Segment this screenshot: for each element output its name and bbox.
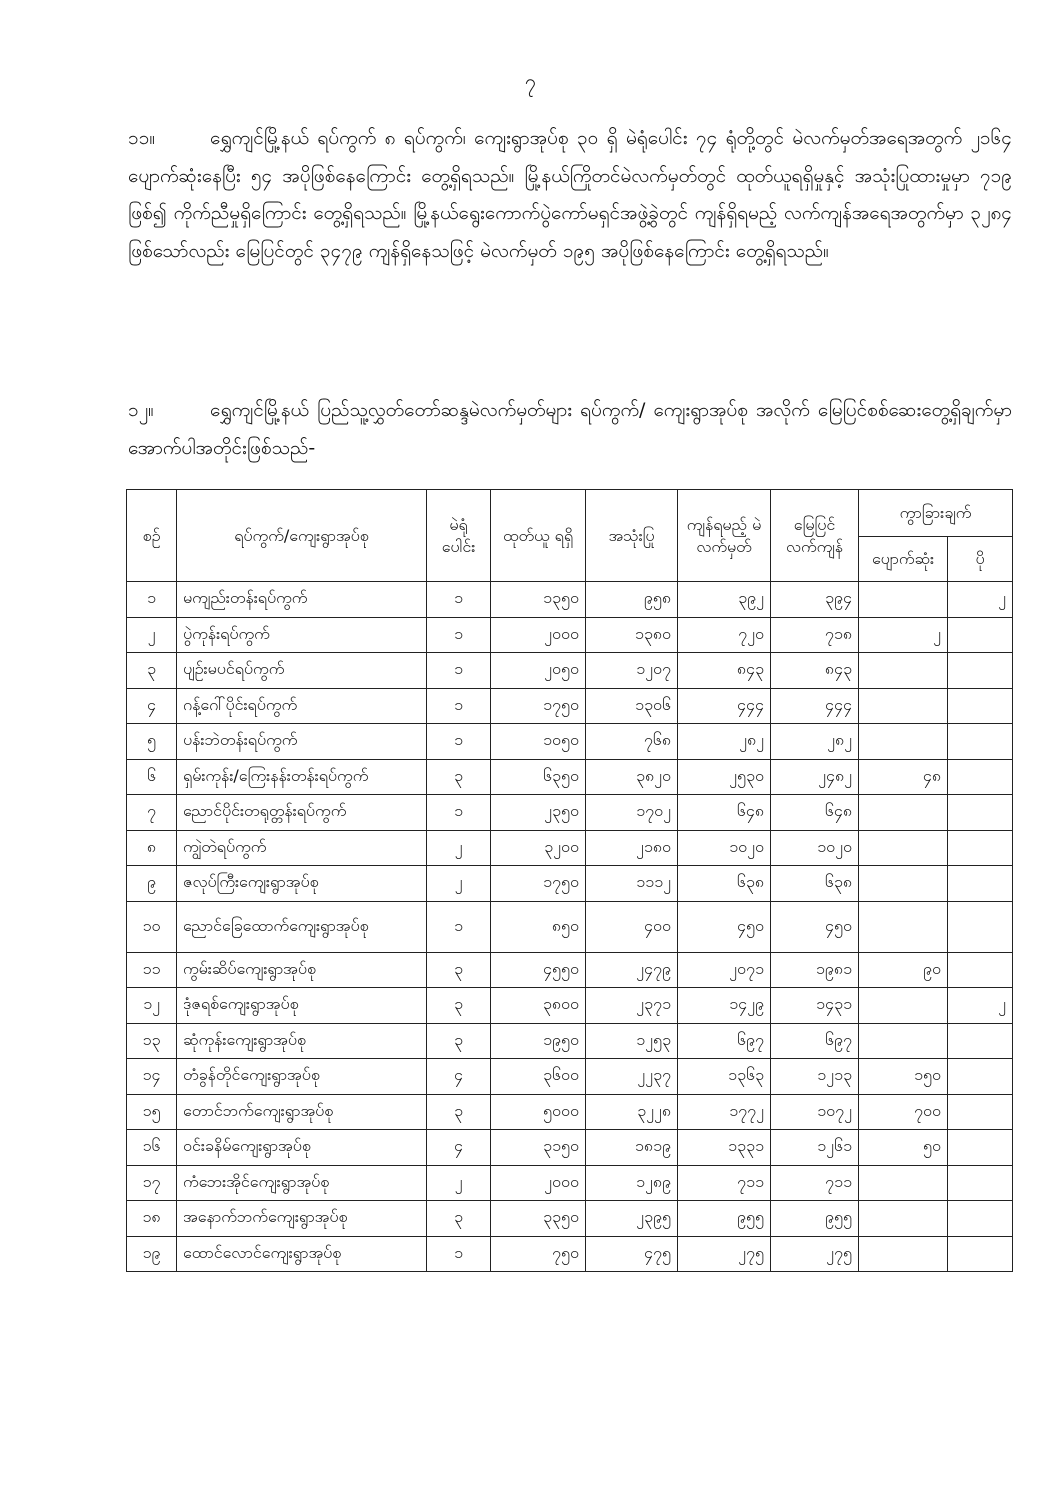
cell-received: ၈၅၀ bbox=[491, 901, 586, 952]
cell-should-remain: ၁၃၃၁ bbox=[678, 1130, 771, 1166]
cell-no: ၇ bbox=[127, 795, 177, 831]
cell-extra bbox=[948, 1094, 1013, 1130]
cell-should-remain: ၂၈၂ bbox=[678, 724, 771, 760]
cell-received: ၆၃၅၀ bbox=[491, 759, 586, 795]
cell-should-remain: ၈၄၃ bbox=[678, 653, 771, 689]
cell-on-ground: ၆၄၈ bbox=[771, 795, 859, 831]
cell-ward: တံခွန်တိုင်ကျေးရွာအုပ်စု bbox=[177, 1059, 427, 1095]
cell-received: ၂၀၀၀ bbox=[491, 1165, 586, 1201]
cell-ward: ပျဉ်းမပင်ရပ်ကွက် bbox=[177, 653, 427, 689]
table-row bbox=[127, 1236, 1013, 1272]
cell-used: ၃၂၂၈ bbox=[586, 1094, 678, 1130]
cell-extra: ၂ bbox=[948, 988, 1013, 1024]
cell-on-ground: ၇၁၈ bbox=[771, 617, 859, 653]
table-row bbox=[127, 1165, 1013, 1201]
cell-missing bbox=[859, 795, 948, 831]
header-ward: ရပ်ကွက်/ကျေးရွာအုပ်စု bbox=[177, 490, 427, 582]
cell-should-remain: ၁၀၂၀ bbox=[678, 830, 771, 866]
cell-on-ground: ၂၇၅ bbox=[771, 1236, 859, 1272]
cell-used: ၁၇၀၂ bbox=[586, 795, 678, 831]
cell-should-remain: ၄၄၄ bbox=[678, 688, 771, 724]
table-row bbox=[127, 1130, 1013, 1166]
cell-extra bbox=[948, 866, 1013, 902]
cell-used: ၁၃၈၀ bbox=[586, 617, 678, 653]
cell-used: ၉၅၈ bbox=[586, 582, 678, 618]
cell-on-ground: ၁၀၂၀ bbox=[771, 830, 859, 866]
cell-missing bbox=[859, 830, 948, 866]
cell-used: ၁၂၈၉ bbox=[586, 1165, 678, 1201]
cell-used: ၁၈၁၉ bbox=[586, 1130, 678, 1166]
cell-extra bbox=[948, 1165, 1013, 1201]
table-row bbox=[127, 724, 1013, 760]
paragraph-number: ၁၂။ bbox=[128, 399, 154, 421]
cell-missing bbox=[859, 1236, 948, 1272]
cell-stations: ၄ bbox=[427, 1059, 491, 1095]
cell-stations: ၃ bbox=[427, 1023, 491, 1059]
cell-stations: ၁ bbox=[427, 724, 491, 760]
cell-missing: ၅၀ bbox=[859, 1130, 948, 1166]
cell-on-ground: ၂၄၈၂ bbox=[771, 759, 859, 795]
table-row bbox=[127, 901, 1013, 952]
cell-on-ground: ၉၅၅ bbox=[771, 1201, 859, 1237]
cell-stations: ၃ bbox=[427, 759, 491, 795]
cell-missing: ၉၀ bbox=[859, 952, 948, 988]
cell-missing: ၁၅၀ bbox=[859, 1059, 948, 1095]
cell-received: ၂၀၀၀ bbox=[491, 617, 586, 653]
cell-should-remain: ၂၅၃၀ bbox=[678, 759, 771, 795]
cell-received: ၇၅၀ bbox=[491, 1236, 586, 1272]
cell-on-ground: ၁၄၃၁ bbox=[771, 988, 859, 1024]
cell-ward: ရှမ်းကုန်း/ကြေးနန်းတန်းရပ်ကွက် bbox=[177, 759, 427, 795]
cell-should-remain: ၇၁၁ bbox=[678, 1165, 771, 1201]
paragraph-12 bbox=[128, 392, 1012, 467]
cell-extra: ၂ bbox=[948, 582, 1013, 618]
cell-ward: ဆုံကုန်းကျေးရွာအုပ်စု bbox=[177, 1023, 427, 1059]
cell-received: ၁၇၅၀ bbox=[491, 688, 586, 724]
cell-stations: ၃ bbox=[427, 1094, 491, 1130]
table-row bbox=[127, 952, 1013, 988]
cell-should-remain: ၁၃၆၃ bbox=[678, 1059, 771, 1095]
cell-extra bbox=[948, 688, 1013, 724]
ballot-check-table bbox=[126, 489, 1013, 1272]
cell-on-ground: ၄၅၀ bbox=[771, 901, 859, 952]
cell-ward: ထောင်လောင်ကျေးရွာအုပ်စု bbox=[177, 1236, 427, 1272]
cell-missing: ၂ bbox=[859, 617, 948, 653]
cell-no: ၄ bbox=[127, 688, 177, 724]
cell-on-ground: ၁၂၁၃ bbox=[771, 1059, 859, 1095]
cell-ward: ပွဲကုန်းရပ်ကွက် bbox=[177, 617, 427, 653]
cell-ward: ကွမ်းဆိပ်ကျေးရွာအုပ်စု bbox=[177, 952, 427, 988]
cell-no: ၁၄ bbox=[127, 1059, 177, 1095]
header-on-ground bbox=[771, 490, 859, 582]
cell-extra bbox=[948, 1236, 1013, 1272]
cell-no: ၁၉ bbox=[127, 1236, 177, 1272]
table-row bbox=[127, 795, 1013, 831]
cell-stations: ၁ bbox=[427, 617, 491, 653]
table-row bbox=[127, 866, 1013, 902]
cell-should-remain: ၆၉၇ bbox=[678, 1023, 771, 1059]
cell-ward: တောင်ဘက်ကျေးရွာအုပ်စု bbox=[177, 1094, 427, 1130]
paragraph-text: ရွှေကျင်မြို့နယ် ပြည်သူ့လွှတ်တော်ဆန္ဒမဲလက်မှတ်များ ရပ်ကွက်/ ကျေးရွာအုပ်စု အလိုက် မြေပြင်စစ်ဆေးတွေ့ရှိချက်မှာ အောက်ပါအတိုင်းဖြစ်သည်- bbox=[128, 399, 1012, 459]
cell-used: ၁၁၁၂ bbox=[586, 866, 678, 902]
cell-missing bbox=[859, 988, 948, 1024]
cell-stations: ၁ bbox=[427, 795, 491, 831]
cell-ward: ဂန့်ဂေါ်ပိုင်းရပ်ကွက် bbox=[177, 688, 427, 724]
cell-extra bbox=[948, 759, 1013, 795]
cell-received: ၃၈၀၀ bbox=[491, 988, 586, 1024]
table-row bbox=[127, 759, 1013, 795]
cell-on-ground: ၁၂၆၁ bbox=[771, 1130, 859, 1166]
cell-on-ground: ၃၉၄ bbox=[771, 582, 859, 618]
cell-no: ၁၀ bbox=[127, 901, 177, 952]
cell-should-remain: ၃၉၂ bbox=[678, 582, 771, 618]
header-no: စဉ် bbox=[127, 490, 177, 582]
table-row bbox=[127, 688, 1013, 724]
cell-used: ၇၆၈ bbox=[586, 724, 678, 760]
cell-received: ၁၉၅၀ bbox=[491, 1023, 586, 1059]
cell-on-ground: ၆၉၇ bbox=[771, 1023, 859, 1059]
table-row bbox=[127, 988, 1013, 1024]
cell-should-remain: ၆၃၈ bbox=[678, 866, 771, 902]
cell-extra bbox=[948, 795, 1013, 831]
cell-should-remain: ၇၂၀ bbox=[678, 617, 771, 653]
cell-missing bbox=[859, 688, 948, 724]
cell-extra bbox=[948, 653, 1013, 689]
cell-received: ၁၃၅၀ bbox=[491, 582, 586, 618]
cell-stations: ၂ bbox=[427, 830, 491, 866]
header-should-remain bbox=[678, 490, 771, 582]
cell-stations: ၁ bbox=[427, 582, 491, 618]
cell-received: ၅၀၀၀ bbox=[491, 1094, 586, 1130]
cell-used: ၂၁၈၀ bbox=[586, 830, 678, 866]
cell-missing bbox=[859, 901, 948, 952]
cell-should-remain: ၄၅၀ bbox=[678, 901, 771, 952]
cell-ward: ပန်းဘဲတန်းရပ်ကွက် bbox=[177, 724, 427, 760]
cell-used: ၂၃၇၁ bbox=[586, 988, 678, 1024]
cell-no: ၅ bbox=[127, 724, 177, 760]
cell-used: ၂၂၃၇ bbox=[586, 1059, 678, 1095]
header-missing: ပျောက်ဆုံး bbox=[859, 537, 948, 582]
cell-on-ground: ၄၄၄ bbox=[771, 688, 859, 724]
cell-no: ၂ bbox=[127, 617, 177, 653]
paragraph-number: ၁၁။ bbox=[128, 127, 156, 149]
cell-missing bbox=[859, 1023, 948, 1059]
cell-ward: ညောင်ခြေထောက်ကျေးရွာအုပ်စု bbox=[177, 901, 427, 952]
cell-used: ၂၃၉၅ bbox=[586, 1201, 678, 1237]
cell-on-ground: ၇၁၁ bbox=[771, 1165, 859, 1201]
cell-received: ၂၃၅၀ bbox=[491, 795, 586, 831]
cell-extra bbox=[948, 1201, 1013, 1237]
cell-extra bbox=[948, 1023, 1013, 1059]
cell-received: ၃၆၀၀ bbox=[491, 1059, 586, 1095]
cell-received: ၃၂၀၀ bbox=[491, 830, 586, 866]
cell-no: ၆ bbox=[127, 759, 177, 795]
cell-should-remain: ၂၇၅ bbox=[678, 1236, 771, 1272]
cell-extra bbox=[948, 1130, 1013, 1166]
cell-received: ၃၁၅၀ bbox=[491, 1130, 586, 1166]
cell-no: ၁၇ bbox=[127, 1165, 177, 1201]
table-row bbox=[127, 1059, 1013, 1095]
table-row bbox=[127, 1023, 1013, 1059]
cell-no: ၁၆ bbox=[127, 1130, 177, 1166]
cell-stations: ၁ bbox=[427, 688, 491, 724]
table-row bbox=[127, 617, 1013, 653]
cell-missing bbox=[859, 1165, 948, 1201]
header-should-remain-label: ကျန်ရမည့် မဲလက်မှတ် bbox=[686, 514, 762, 556]
cell-received: ၁၀၅၀ bbox=[491, 724, 586, 760]
cell-stations: ၂ bbox=[427, 866, 491, 902]
cell-stations: ၄ bbox=[427, 1130, 491, 1166]
cell-extra bbox=[948, 830, 1013, 866]
cell-received: ၃၃၅၀ bbox=[491, 1201, 586, 1237]
cell-on-ground: ၁၀၇၂ bbox=[771, 1094, 859, 1130]
cell-missing: ၇၀၀ bbox=[859, 1094, 948, 1130]
paragraph-11 bbox=[128, 120, 1012, 270]
header-received bbox=[491, 490, 586, 582]
header-on-ground-label: မြေပြင် လက်ကျန် bbox=[785, 514, 844, 556]
cell-extra bbox=[948, 901, 1013, 952]
cell-should-remain: ၁၇၇၂ bbox=[678, 1094, 771, 1130]
cell-used: ၄၀၀ bbox=[586, 901, 678, 952]
cell-no: ၁ bbox=[127, 582, 177, 618]
cell-no: ၁၁ bbox=[127, 952, 177, 988]
cell-used: ၁၂၅၃ bbox=[586, 1023, 678, 1059]
header-extra: ပို bbox=[948, 537, 1013, 582]
cell-extra bbox=[948, 617, 1013, 653]
cell-ward: ညောင်ပိုင်းတရုတ္တန်းရပ်ကွက် bbox=[177, 795, 427, 831]
header-difference: ကွာခြားချက် bbox=[859, 490, 1013, 537]
table-row bbox=[127, 1094, 1013, 1130]
cell-extra bbox=[948, 724, 1013, 760]
cell-on-ground: ၂၈၂ bbox=[771, 724, 859, 760]
header-stations bbox=[427, 490, 491, 582]
table-row bbox=[127, 830, 1013, 866]
cell-should-remain: ၆၄၈ bbox=[678, 795, 771, 831]
header-used: အသုံးပြု bbox=[586, 490, 678, 582]
cell-should-remain: ၁၄၂၉ bbox=[678, 988, 771, 1024]
cell-stations: ၂ bbox=[427, 1165, 491, 1201]
cell-stations: ၁ bbox=[427, 901, 491, 952]
cell-stations: ၁ bbox=[427, 1236, 491, 1272]
cell-stations: ၁ bbox=[427, 653, 491, 689]
paragraph-text: ရွှေကျင်မြို့နယ် ရပ်ကွက် ၈ ရပ်ကွက်၊ ကျေးရွာအုပ်စု ၃၀ ရှိ မဲရုံပေါင်း ၇၄ ရုံတို့တွင် မဲလက်မှတ်အရေအတွက် ၂၁၆၄ ပျောက်ဆုံးနေပြီး ၅၄ အပိုဖြစ်နေကြောင်း တွေ့ရှိရသည်။ မြို့နယ်ကြိုတင်မဲလက်မှတ်တွင် ထုတ်ယူရရှိမှုနှင့် အသုံးပြုထားမှုမှာ ၇၁၉ ဖြစ်၍ ကိုက်ညီမှုရှိကြောင်း တွေ့ရှိရသည်။ မြို့နယ်ရွေးကောက်ပွဲကော်မရှင်အဖွဲ့ခွဲတွင် ကျန်ရှိရမည့် လက်ကျန်အရေအတွက်မှာ ၃၂၈၄ ဖြစ်သော်လည်း မြေပြင်တွင် ၃၄၇၉ ကျန်ရှိနေသဖြင့် မဲလက်မှတ် ၁၉၅ အပိုဖြစ်နေကြောင်း တွေ့ရှိရသည်။ bbox=[128, 127, 1012, 262]
cell-used: ၃၈၂၀ bbox=[586, 759, 678, 795]
cell-missing bbox=[859, 1201, 948, 1237]
cell-no: ၉ bbox=[127, 866, 177, 902]
cell-received: ၄၅၅၀ bbox=[491, 952, 586, 988]
cell-used: ၁၃၀၆ bbox=[586, 688, 678, 724]
cell-on-ground: ၆၃၈ bbox=[771, 866, 859, 902]
table-body bbox=[127, 582, 1013, 1272]
cell-used: ၄၇၅ bbox=[586, 1236, 678, 1272]
page-number: ၇ bbox=[524, 69, 537, 93]
table-row bbox=[127, 582, 1013, 618]
cell-extra bbox=[948, 952, 1013, 988]
cell-no: ၁၃ bbox=[127, 1023, 177, 1059]
cell-received: ၂၀၅၀ bbox=[491, 653, 586, 689]
cell-stations: ၃ bbox=[427, 988, 491, 1024]
cell-extra bbox=[948, 1059, 1013, 1095]
cell-ward: ဒုံဇရစ်ကျေးရွာအုပ်စု bbox=[177, 988, 427, 1024]
cell-should-remain: ၉၅၅ bbox=[678, 1201, 771, 1237]
cell-no: ၈ bbox=[127, 830, 177, 866]
cell-ward: ကံဘေးအိုင်ကျေးရွာအုပ်စု bbox=[177, 1165, 427, 1201]
cell-no: ၃ bbox=[127, 653, 177, 689]
cell-missing: ၄၈ bbox=[859, 759, 948, 795]
table-row bbox=[127, 653, 1013, 689]
cell-on-ground: ၈၄၃ bbox=[771, 653, 859, 689]
cell-ward: အနောက်ဘက်ကျေးရွာအုပ်စု bbox=[177, 1201, 427, 1237]
cell-ward: ဇလုပ်ကြီးကျေးရွာအုပ်စု bbox=[177, 866, 427, 902]
cell-missing bbox=[859, 653, 948, 689]
header-stations-label: မဲရုံ ပေါင်း bbox=[441, 514, 476, 556]
cell-missing bbox=[859, 582, 948, 618]
cell-no: ၁၅ bbox=[127, 1094, 177, 1130]
cell-missing bbox=[859, 724, 948, 760]
cell-on-ground: ၁၉၈၁ bbox=[771, 952, 859, 988]
header-received-label: ထုတ်ယူ ရရှိ bbox=[502, 525, 574, 545]
cell-stations: ၃ bbox=[427, 1201, 491, 1237]
table-row bbox=[127, 1201, 1013, 1237]
cell-ward: မကျည်းတန်းရပ်ကွက် bbox=[177, 582, 427, 618]
cell-ward: ကျွဲတဲရပ်ကွက် bbox=[177, 830, 427, 866]
cell-no: ၁၂ bbox=[127, 988, 177, 1024]
table-header bbox=[127, 490, 1013, 582]
cell-stations: ၃ bbox=[427, 952, 491, 988]
cell-used: ၁၂၀၇ bbox=[586, 653, 678, 689]
cell-should-remain: ၂၀၇၁ bbox=[678, 952, 771, 988]
cell-received: ၁၇၅၀ bbox=[491, 866, 586, 902]
cell-ward: ဝင်းခနိမ်ကျေးရွာအုပ်စု bbox=[177, 1130, 427, 1166]
cell-missing bbox=[859, 866, 948, 902]
cell-no: ၁၈ bbox=[127, 1201, 177, 1237]
cell-used: ၂၄၇၉ bbox=[586, 952, 678, 988]
